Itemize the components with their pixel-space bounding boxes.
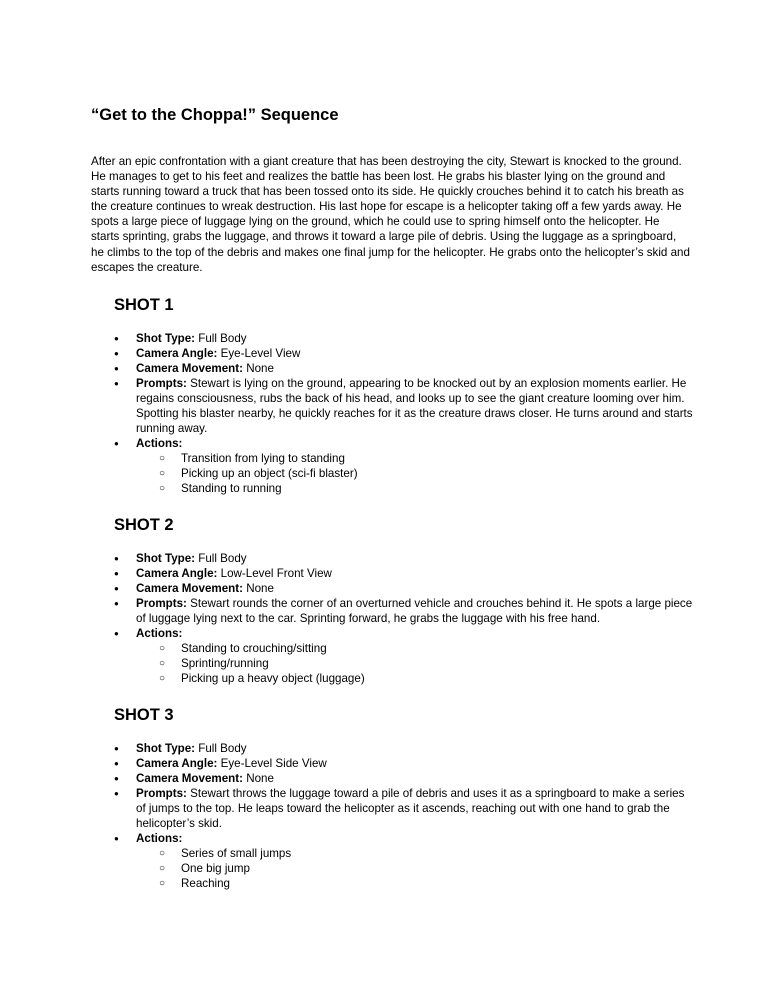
camera-movement-value: None bbox=[246, 582, 274, 595]
actions-label: Actions: bbox=[136, 832, 183, 845]
shot-heading: SHOT 2 bbox=[114, 516, 174, 534]
list-item bbox=[114, 436, 694, 496]
shot-details-list bbox=[114, 741, 694, 891]
prompts-text: Stewart rounds the corner of an overturned vehicle and crouches behind it. He spots a large piece of luggage lying next to the car. Sprinting forward, he grabs the luggage with his free hand. bbox=[136, 597, 693, 625]
document-title: “Get to the Choppa!” Sequence bbox=[91, 106, 339, 124]
action-item: ○ One big jump bbox=[136, 861, 694, 876]
list-item bbox=[114, 741, 694, 756]
list-item bbox=[114, 831, 694, 891]
actions-label: Actions: bbox=[136, 627, 183, 640]
shot-type-label: Shot Type: bbox=[136, 742, 196, 755]
actions-list bbox=[136, 846, 694, 891]
action-item: ○ Picking up an object (sci-fi blaster) bbox=[136, 466, 694, 481]
shot-section-1 bbox=[114, 294, 694, 495]
shot-section-3 bbox=[114, 704, 694, 890]
camera-angle-label: Camera Angle: bbox=[136, 347, 218, 360]
shot-heading: SHOT 3 bbox=[114, 706, 174, 724]
camera-angle-value: Low-Level Front View bbox=[220, 567, 332, 580]
list-item bbox=[114, 376, 694, 436]
list-item bbox=[114, 331, 694, 346]
shot-type-label: Shot Type: bbox=[136, 552, 196, 565]
camera-movement-value: None bbox=[246, 362, 274, 375]
camera-movement-label: Camera Movement: bbox=[136, 582, 243, 595]
list-item bbox=[114, 596, 694, 626]
camera-angle-value: Eye-Level View bbox=[220, 347, 301, 360]
list-item bbox=[114, 771, 694, 786]
prompts-text: Stewart is lying on the ground, appearing to be knocked out by an explosion moments earlier. He regains consciousness, rubs the back of his head, and looks up to see the giant creature looming over him. Spotting his blaster nearby, he quickly reaches for it as the creature draws closer. He turns around and starts running away. bbox=[136, 377, 693, 435]
list-item bbox=[114, 626, 694, 686]
action-item: ○ Standing to crouching/sitting bbox=[136, 641, 694, 656]
action-item: ○ Reaching bbox=[136, 876, 694, 891]
list-item bbox=[114, 756, 694, 771]
prompts-text: Stewart throws the luggage toward a pile of debris and uses it as a springboard to make a series of jumps to the top. He leaps toward the helicopter as it ascends, reaching out with one hand to grab the helicopter’s skid. bbox=[136, 787, 685, 830]
action-item: ○ Picking up a heavy object (luggage) bbox=[136, 671, 694, 686]
list-item bbox=[114, 786, 694, 831]
shot-section-2 bbox=[114, 514, 694, 685]
list-item bbox=[114, 551, 694, 566]
list-item bbox=[114, 581, 694, 596]
camera-movement-label: Camera Movement: bbox=[136, 362, 243, 375]
prompts-label: Prompts: bbox=[136, 787, 187, 800]
actions-list bbox=[136, 451, 694, 496]
shot-type-value: Full Body bbox=[198, 742, 247, 755]
action-item: ○ Transition from lying to standing bbox=[136, 451, 694, 466]
action-item: ○ Standing to running bbox=[136, 481, 694, 496]
list-item bbox=[114, 361, 694, 376]
shot-type-value: Full Body bbox=[198, 552, 247, 565]
intro-paragraph: After an epic confrontation with a giant creature that has been destroying the city, Stewart is knocked to the ground. He manages to get to his feet and realizes the battle has been lost. He grabs his blaster lying on the ground and starts running toward a truck that has been tossed onto its side. He quickly crouches behind it to catch his breath as the creature continues to wreak destruction. His last hope for escape is a helicopter taking off a few yards away. He spots a large piece of luggage lying on the ground, which he could use to spring himself onto the helicopter. He starts sprinting, grabs the luggage, and throws it toward a large pile of debris. Using the luggage as a springboard, he climbs to the top of the debris and makes one final jump for the helicopter. He grabs onto the helicopter’s skid and escapes the creature. bbox=[91, 155, 690, 274]
shot-type-label: Shot Type: bbox=[136, 332, 196, 345]
actions-list bbox=[136, 641, 694, 686]
camera-angle-value: Eye-Level Side View bbox=[220, 757, 327, 770]
prompts-label: Prompts: bbox=[136, 377, 187, 390]
list-item bbox=[114, 566, 694, 581]
shot-type-value: Full Body bbox=[198, 332, 247, 345]
prompts-label: Prompts: bbox=[136, 597, 187, 610]
action-item: ○ Series of small jumps bbox=[136, 846, 694, 861]
shot-details-list bbox=[114, 551, 694, 686]
camera-movement-label: Camera Movement: bbox=[136, 772, 243, 785]
actions-label: Actions: bbox=[136, 437, 183, 450]
action-item: ○ Sprinting/running bbox=[136, 656, 694, 671]
list-item bbox=[114, 346, 694, 361]
camera-angle-label: Camera Angle: bbox=[136, 757, 218, 770]
shot-details-list bbox=[114, 331, 694, 496]
shot-heading: SHOT 1 bbox=[114, 296, 174, 314]
camera-movement-value: None bbox=[246, 772, 274, 785]
camera-angle-label: Camera Angle: bbox=[136, 567, 218, 580]
